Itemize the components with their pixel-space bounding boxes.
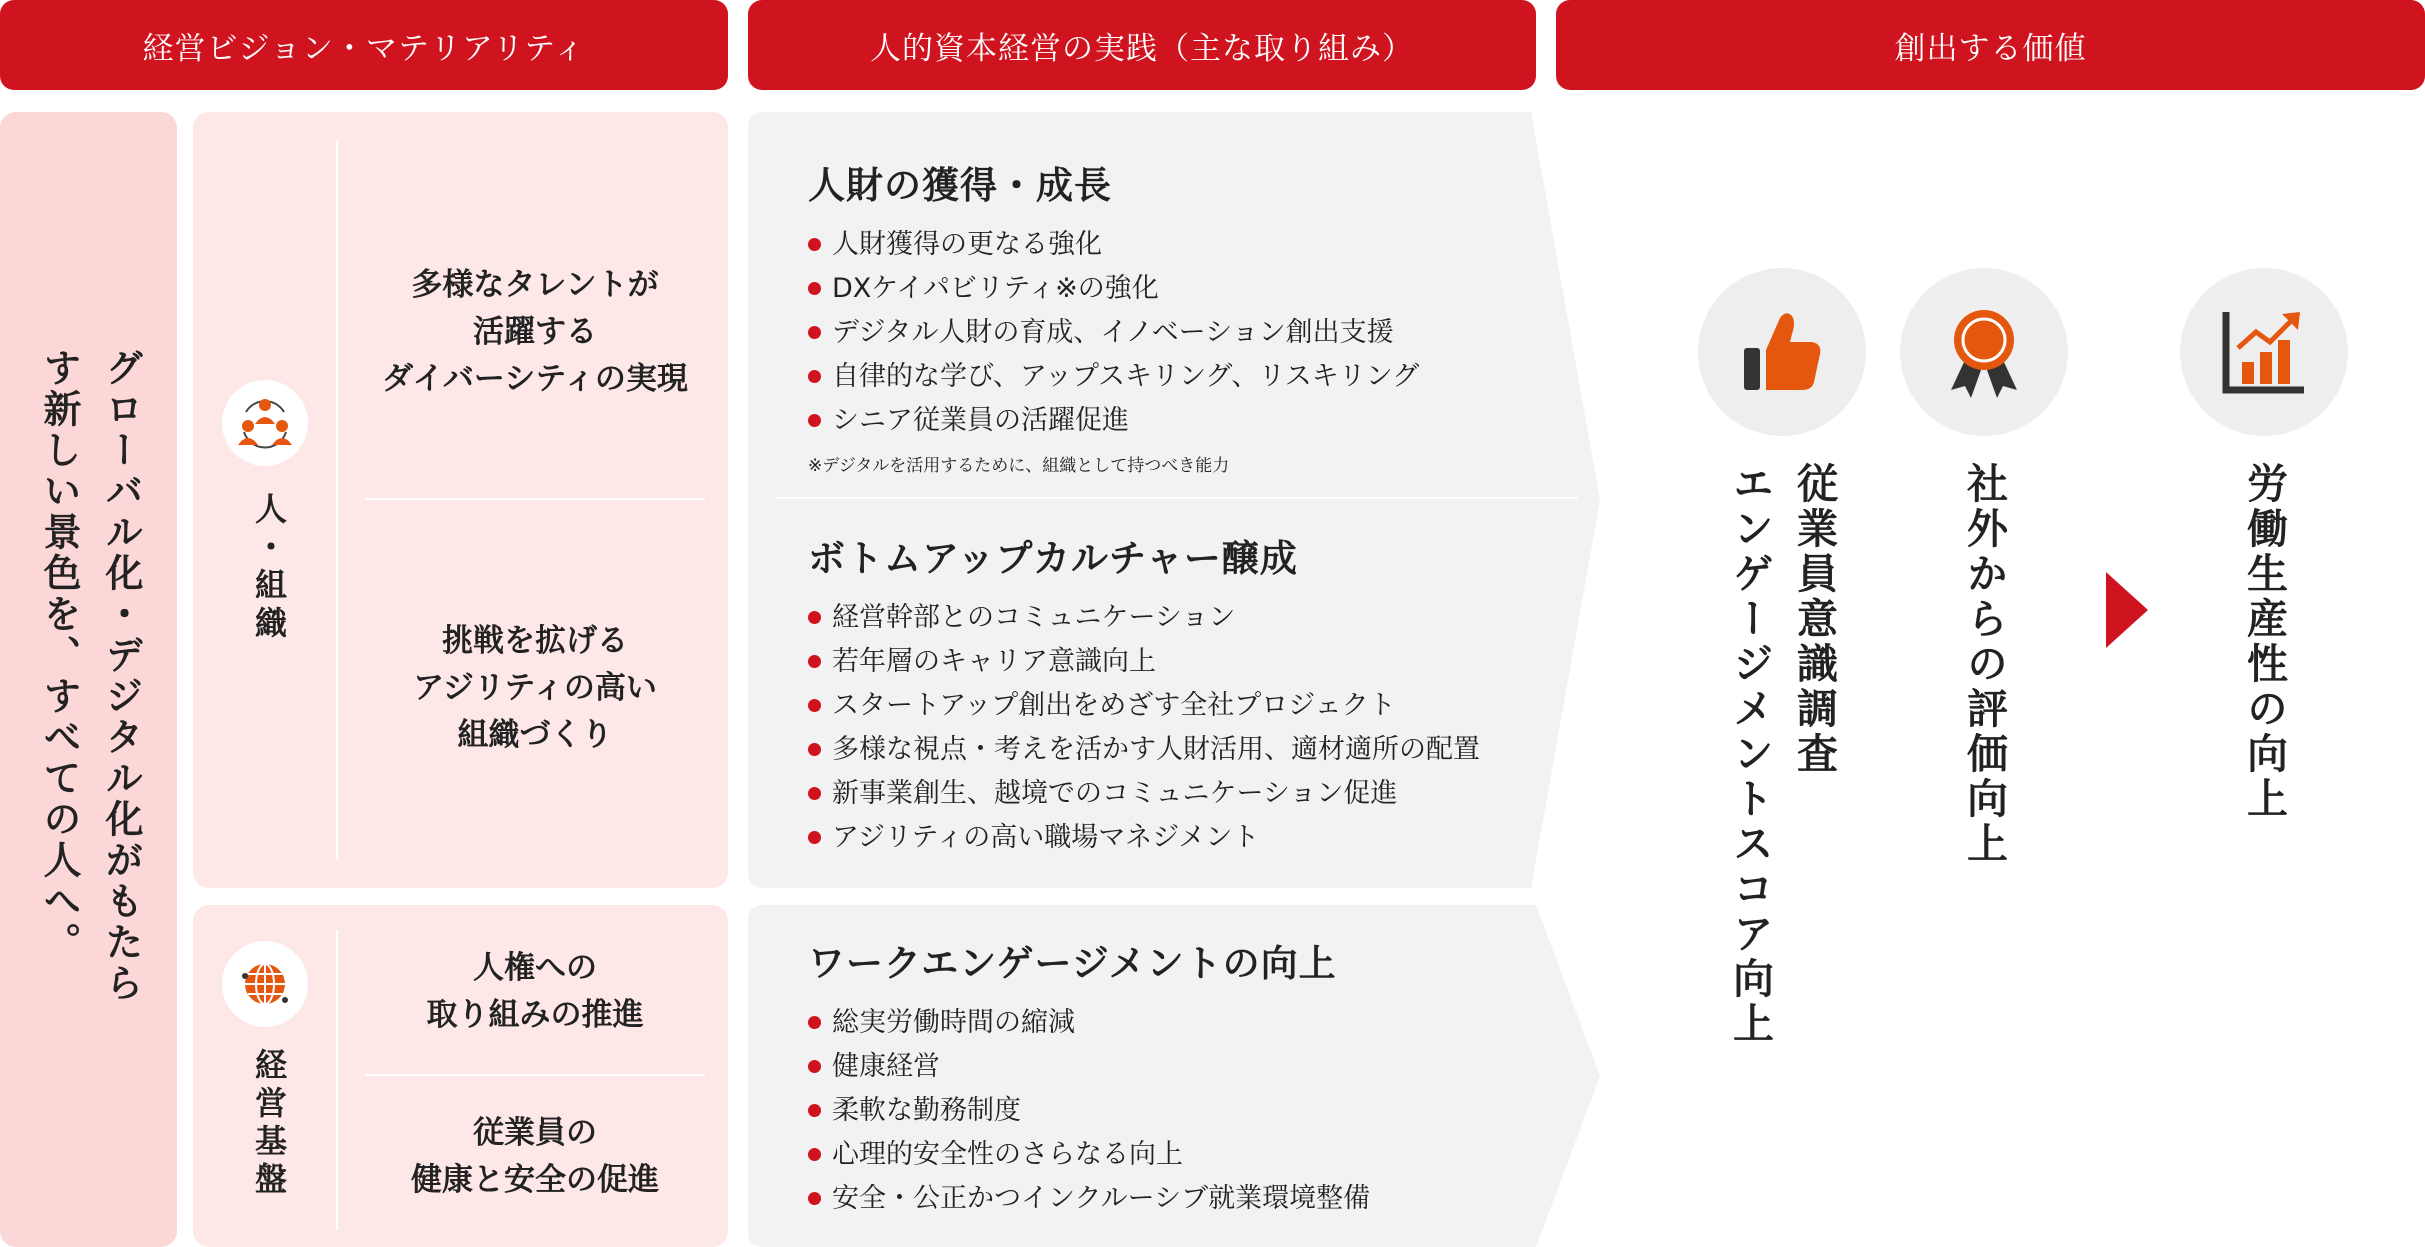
value-engagement: 従業員意識調査 エンゲージメントスコア向上 xyxy=(1726,462,1838,1047)
theme-human-rights: 人権への 取り組みの推進 xyxy=(426,950,644,1033)
list-item: 多様な視点・考えを活かす人財活用、適材適所の配置 xyxy=(808,728,1480,772)
arrow-right-icon xyxy=(2106,572,2148,648)
theme-divider xyxy=(365,498,705,500)
list-item: 柔軟な勤務制度 xyxy=(808,1089,1370,1133)
list-item: 安全・公正かつインクルーシブ就業環境整備 xyxy=(808,1177,1370,1221)
award-ribbon-icon xyxy=(1900,268,2068,436)
list-item: 心理的安全性のさらなる向上 xyxy=(808,1133,1370,1177)
section-title: ボトムアップカルチャー醸成 xyxy=(808,537,1298,580)
list-item: 人財獲得の更なる強化 xyxy=(808,223,1419,267)
list-item: デジタル人財の育成、イノベーション創出支援 xyxy=(808,311,1419,355)
section-title: 人財の獲得・成長 xyxy=(808,164,1112,207)
group-divider xyxy=(336,930,338,1230)
theme-diversity: 多様なタレントが 活躍する ダイバーシティの実現 xyxy=(382,267,688,397)
footnote: ※デジタルを活用するために、組織として持つべき能力 xyxy=(808,456,1230,476)
theme-agility: 挑戦を拡げる アジリティの高い 組織づくり xyxy=(413,623,657,753)
list-item: 新事業創生、越境でのコミュニケーション促進 xyxy=(808,772,1480,816)
list-item: 健康経営 xyxy=(808,1045,1370,1089)
list-item: 経営幹部とのコミュニケーション xyxy=(808,596,1480,640)
theme-divider xyxy=(365,1074,705,1076)
section-title: ワークエンゲージメントの向上 xyxy=(808,942,1337,985)
list-item: 若年層のキャリア意識向上 xyxy=(808,640,1480,684)
section-engagement xyxy=(808,933,1370,1221)
globe-icon xyxy=(222,941,308,1027)
header-practice: 人的資本経営の実践（主な取り組み） xyxy=(748,0,1536,90)
theme-health-safety: 従業員の 健康と安全の促進 xyxy=(411,1115,659,1198)
list-item: 総実労働時間の縮減 xyxy=(808,1001,1370,1045)
people-network-icon xyxy=(222,380,308,466)
group-label-people-org: 人・組織 xyxy=(250,492,288,644)
value-external-evaluation: 社外からの評価向上 xyxy=(1960,462,2008,867)
growth-chart-icon xyxy=(2180,268,2348,436)
header-value: 創出する価値 xyxy=(1556,0,2425,90)
group-divider xyxy=(336,140,338,860)
list-item: シニア従業員の活躍促進 xyxy=(808,399,1419,443)
value-productivity: 労働生産性の向上 xyxy=(2240,462,2288,822)
list-item: 自律的な学び、アップスキリング、リスキリング xyxy=(808,355,1419,399)
list-item: アジリティの高い職場マネジメント xyxy=(808,816,1480,860)
section-bottomup xyxy=(808,528,1480,860)
list-item: スタートアップ創出をめざす全社プロジェクト xyxy=(808,684,1480,728)
section-talent xyxy=(808,155,1419,476)
vision-statement: グローバル化・デジタル化がもたらす新しい景色を、すべての人へ。 xyxy=(37,348,143,1004)
group-label-foundation: 経営基盤 xyxy=(250,1048,288,1200)
header-vision: 経営ビジョン・マテリアリティ xyxy=(0,0,728,90)
list-item: DXケイパビリティ※の強化 xyxy=(808,267,1419,311)
thumbs-up-icon xyxy=(1698,268,1866,436)
